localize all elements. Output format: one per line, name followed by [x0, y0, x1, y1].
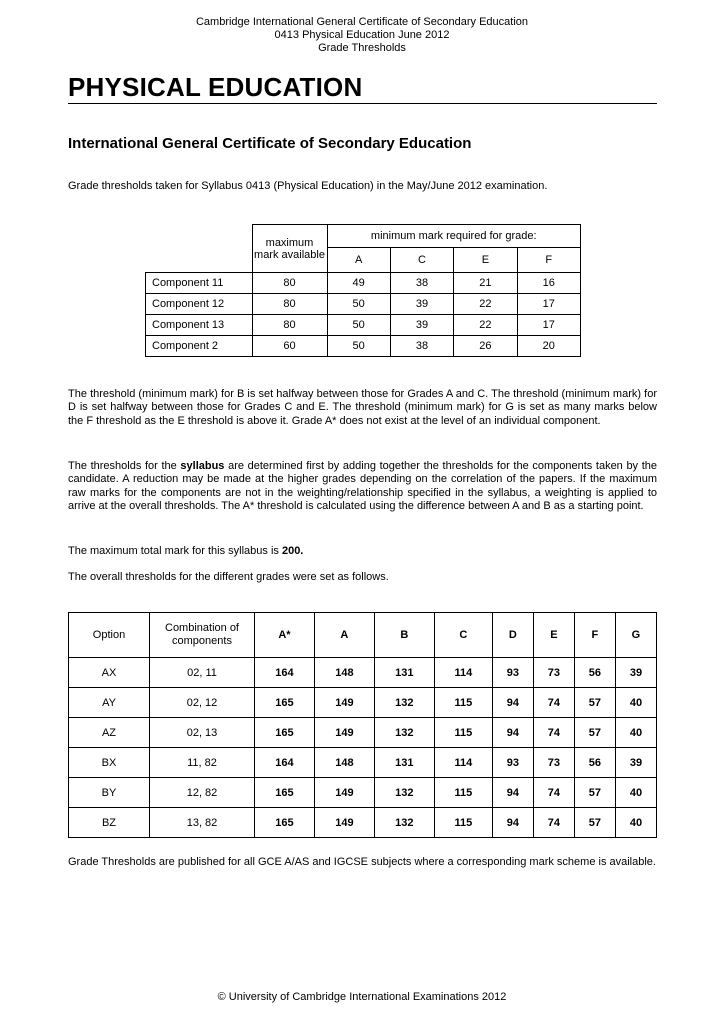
syllabus-threshold-paragraph — [68, 460, 657, 513]
combination-cell: 02, 13 — [150, 718, 255, 748]
max-mark: 80 — [252, 315, 327, 336]
grade-value: 26 — [454, 336, 517, 357]
grade-value: 50 — [327, 315, 390, 336]
header-line-3: Grade Thresholds — [318, 42, 406, 54]
col-header-b: B — [374, 613, 434, 658]
threshold-cell: 149 — [314, 778, 374, 808]
threshold-cell: 132 — [374, 808, 434, 838]
threshold-cell: 74 — [533, 718, 574, 748]
threshold-cell: 114 — [434, 658, 492, 688]
threshold-cell: 165 — [255, 808, 315, 838]
header-line-2: 0413 Physical Education June 2012 — [274, 29, 450, 41]
col-header-e: E — [533, 613, 574, 658]
table-row — [146, 336, 581, 357]
threshold-cell: 74 — [533, 808, 574, 838]
grade-value: 17 — [517, 315, 580, 336]
title-rule — [68, 103, 657, 104]
table-row — [146, 273, 581, 294]
threshold-cell: 165 — [255, 718, 315, 748]
combination-cell: 11, 82 — [150, 748, 255, 778]
combination-cell: 13, 82 — [150, 808, 255, 838]
threshold-cell: 149 — [314, 688, 374, 718]
threshold-cell: 115 — [434, 808, 492, 838]
grade-value: 22 — [454, 315, 517, 336]
page-title: PHYSICAL EDUCATION — [68, 72, 363, 102]
threshold-cell: 40 — [615, 808, 656, 838]
threshold-cell: 164 — [255, 748, 315, 778]
max-mark: 80 — [252, 294, 327, 315]
threshold-cell: 165 — [255, 778, 315, 808]
threshold-cell: 164 — [255, 658, 315, 688]
threshold-cell: 94 — [492, 688, 533, 718]
paragraph-text: The maximum total mark for this syllabus is — [68, 545, 282, 557]
threshold-cell: 39 — [615, 658, 656, 688]
option-cell: AX — [69, 658, 150, 688]
grade-header-a: A — [327, 248, 390, 273]
max-mark: 60 — [252, 336, 327, 357]
threshold-cell: 149 — [314, 808, 374, 838]
grade-value: 39 — [390, 315, 453, 336]
table-row — [69, 778, 657, 808]
table-row — [69, 658, 657, 688]
threshold-cell: 165 — [255, 688, 315, 718]
grade-header-f: F — [517, 248, 580, 273]
grade-value: 49 — [327, 273, 390, 294]
threshold-cell: 131 — [374, 748, 434, 778]
threshold-cell: 40 — [615, 778, 656, 808]
grade-value: 50 — [327, 294, 390, 315]
grade-value: 17 — [517, 294, 580, 315]
combination-cell: 02, 11 — [150, 658, 255, 688]
col-header-c: C — [434, 613, 492, 658]
threshold-cell: 74 — [533, 688, 574, 718]
threshold-cell: 40 — [615, 688, 656, 718]
table-corner-cell — [146, 225, 253, 273]
col-header-a-star: A* — [255, 613, 315, 658]
table-row — [69, 688, 657, 718]
col-header-a: A — [314, 613, 374, 658]
grade-value: 38 — [390, 336, 453, 357]
col-header-option: Option — [69, 613, 150, 658]
threshold-cell: 148 — [314, 658, 374, 688]
threshold-cell: 93 — [492, 748, 533, 778]
table-row — [69, 808, 657, 838]
grade-value: 20 — [517, 336, 580, 357]
threshold-cell: 57 — [574, 808, 615, 838]
threshold-cell: 94 — [492, 808, 533, 838]
grade-header-c: C — [390, 248, 453, 273]
grade-value: 22 — [454, 294, 517, 315]
threshold-cell: 74 — [533, 778, 574, 808]
option-cell: AZ — [69, 718, 150, 748]
grade-value: 21 — [454, 273, 517, 294]
header-line-1: Cambridge International General Certificate of Secondary Education — [195, 16, 529, 28]
threshold-cell: 57 — [574, 688, 615, 718]
page-header — [0, 16, 724, 55]
combination-cell: 02, 12 — [150, 688, 255, 718]
threshold-cell: 56 — [574, 748, 615, 778]
threshold-cell: 132 — [374, 778, 434, 808]
threshold-cell: 94 — [492, 718, 533, 748]
option-cell: BY — [69, 778, 150, 808]
threshold-cell: 57 — [574, 778, 615, 808]
component-name: Component 13 — [146, 315, 253, 336]
col-header-combination: Combination of components — [150, 613, 255, 658]
threshold-cell: 56 — [574, 658, 615, 688]
publication-note-paragraph: Grade Thresholds are published for all GCE A/AS and IGCSE subjects where a corresponding mark scheme is available. — [68, 856, 656, 868]
col-header-g: G — [615, 613, 656, 658]
paragraph-bold-text: syllabus — [180, 460, 225, 472]
option-cell: BZ — [69, 808, 150, 838]
threshold-cell: 73 — [533, 748, 574, 778]
component-thresholds-table — [145, 224, 581, 357]
table-row — [146, 294, 581, 315]
component-name: Component 2 — [146, 336, 253, 357]
table-row — [69, 748, 657, 778]
grade-value: 50 — [327, 336, 390, 357]
threshold-explanation-paragraph: The threshold (minimum mark) for B is set halfway between those for Grades A and C. The threshold (minimum mark) for D is set halfway between those for Grades C and E. The threshold (minimum mark) for G is set as many marks below the F threshold as the E threshold is above it. Grade A* does not exist at the level of an individual component. — [68, 388, 657, 427]
table-row — [146, 315, 581, 336]
overall-thresholds-table — [68, 612, 657, 838]
max-total-paragraph — [68, 545, 657, 558]
component-name: Component 11 — [146, 273, 253, 294]
threshold-cell: 149 — [314, 718, 374, 748]
min-mark-header: minimum mark required for grade: — [327, 225, 581, 248]
threshold-cell: 39 — [615, 748, 656, 778]
col-header-d: D — [492, 613, 533, 658]
grade-value: 39 — [390, 294, 453, 315]
threshold-cell: 94 — [492, 778, 533, 808]
page-subtitle: International General Certificate of Secondary Education — [68, 135, 472, 152]
paragraph-bold-text: 200. — [281, 545, 304, 557]
paragraph-text: are determined first by adding together the thresholds for the components taken by the candidate. A reduction may be made at the higher grades depending on the correlation of the papers. If the maximum raw marks for the components are not in the weighting/relationship specified in the syllabus, a weighting is applied to arrive at the overall thresholds. The A* threshold is calculated using the difference between A and B as a starting point. — [68, 460, 657, 512]
grade-value: 16 — [517, 273, 580, 294]
grade-header-e: E — [454, 248, 517, 273]
threshold-cell: 40 — [615, 718, 656, 748]
table-row — [69, 718, 657, 748]
component-name: Component 12 — [146, 294, 253, 315]
max-mark: 80 — [252, 273, 327, 294]
option-cell: BX — [69, 748, 150, 778]
col-header-f: F — [574, 613, 615, 658]
threshold-cell: 115 — [434, 778, 492, 808]
threshold-cell: 132 — [374, 718, 434, 748]
grade-value: 38 — [390, 273, 453, 294]
threshold-cell: 115 — [434, 688, 492, 718]
threshold-cell: 148 — [314, 748, 374, 778]
threshold-cell: 132 — [374, 688, 434, 718]
threshold-cell: 93 — [492, 658, 533, 688]
threshold-cell: 114 — [434, 748, 492, 778]
option-cell: AY — [69, 688, 150, 718]
combination-cell: 12, 82 — [150, 778, 255, 808]
threshold-cell: 115 — [434, 718, 492, 748]
max-mark-header: maximum mark available — [252, 225, 327, 273]
threshold-cell: 73 — [533, 658, 574, 688]
threshold-cell: 131 — [374, 658, 434, 688]
threshold-cell: 57 — [574, 718, 615, 748]
intro-text: Grade thresholds taken for Syllabus 0413 (Physical Education) in the May/June 2012 examination. — [68, 180, 548, 192]
copyright-footer: © University of Cambridge International Examinations 2012 — [217, 991, 507, 1003]
overall-intro-paragraph: The overall thresholds for the different grades were set as follows. — [68, 571, 389, 583]
paragraph-text: The thresholds for the — [68, 460, 181, 472]
